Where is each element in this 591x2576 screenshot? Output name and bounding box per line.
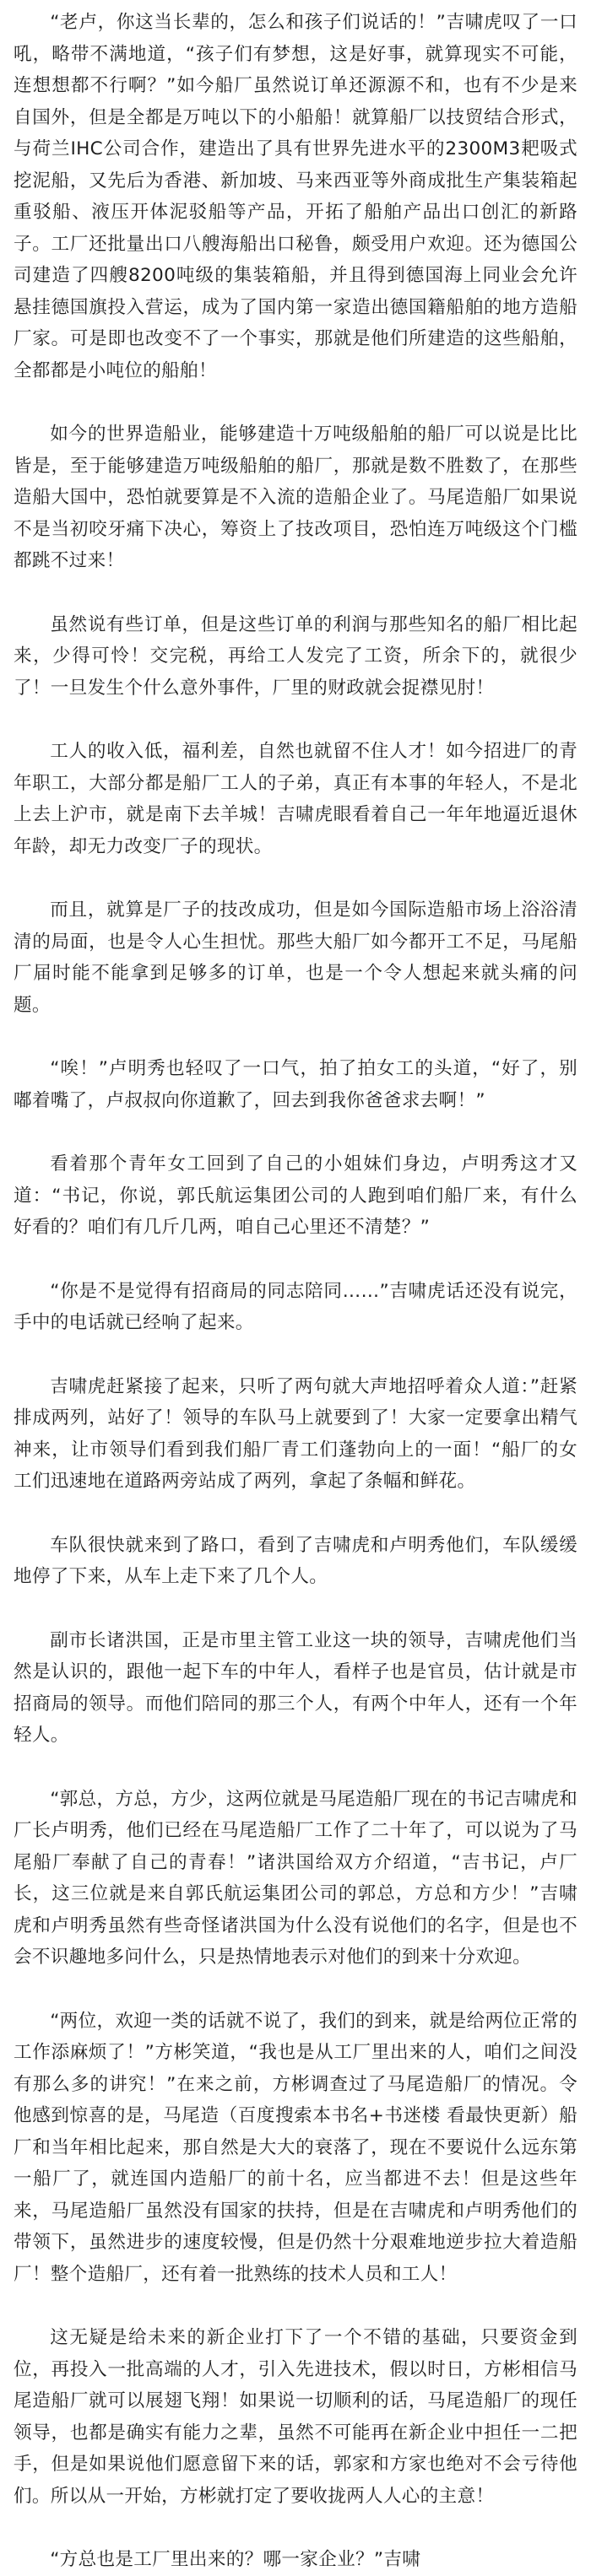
paragraph-6: “唉！”卢明秀也轻叹了一口气，拍了拍女工的头道，“好了，别嘟着嘴了，卢叔叔向你道歉了，回去到我你爸爸求去啊！” [14,1058,577,1111]
paragraph-2: 如今的世界造船业，能够建造十万吨级船舶的船厂可以说是比比皆是，至于能够建造万吨级船舶的船厂，那就是数不胜数了，在那些造船大国中，恐怕就要算是不入流的造船企业了。马尾造船厂如果说不是当初咬牙痛下决心，筹资上了技改项目，恐怕连万吨级这个门槛都跳不过来！ [14,424,577,571]
paragraph-11: 副市长诸洪国，正是市里主管工业这一块的领导，吉啸虎他们当然是认识的，跟他一起下车的中年人，看样子也是官员，估计就是市招商局的领导。而他们陪同的那三个人，有两个中年人，还有一个年轻人。 [14,1629,577,1746]
paragraph-15: “方总也是工厂里出来的？哪一家企业？”吉啸 [50,2549,421,2570]
paragraph-10: 车队很快就来到了路口，看到了吉啸虎和卢明秀他们，车队缓缓地停了下来，从车上走下来了几个人。 [14,1534,577,1587]
paragraph-4: 工人的收入低，福利差，自然也就留不住人才！如今招进厂的青年职工，大部分都是船厂工人的子弟，真正有本事的年轻人，不是北上去上沪市，就是南下去羊城！吉啸虎眼看着自己一年年地逼近退休年龄，却无力改变厂子的现状。 [14,741,577,857]
paragraph-7: 看着那个青年女工回到了自己的小姐妹们身边，卢明秀这才又道：“书记，你说，郭氏航运集团公司的人跑到咱们船厂来，有什么好看的？咱们有几斤几两，咱自己心里还不清楚？” [14,1153,577,1238]
paragraph-12: “郭总，方总，方少，这两位就是马尾造船厂现在的书记吉啸虎和厂长卢明秀，他们已经在马尾造船厂工作了二十年了，可以说为了马尾船厂奉献了自己的青春！”诸洪国给双方介绍道，“吉书记，卢厂长，这三位就是来自郭氏航运集团公司的郭总，方总和方少！”吉啸虎和卢明秀虽然有些奇怪诸洪国为什么没有说他们的名字，但是也不会不识趣地多问什么，只是热情地表示对他们的到来十分欢迎。 [14,1788,577,1968]
paragraph-3: 虽然说有些订单，但是这些订单的利润与那些知名的船厂相比起来，少得可怜！交完税，再给工人发完了工资，所余下的，就很少了！一旦发生个什么意外事件，厂里的财政就会捉襟见肘！ [14,613,577,699]
paragraph-1: “老卢，你这当长辈的，怎么和孩子们说话的！”吉啸虎叹了一口吼，略带不满地道，“孩子们有梦想，这是好事，就算现实不可能，连想想都不行啊？”如今船厂虽然说订单还源源不和，也有不少是来自国外，但是全都是万吨以下的小船船！就算船厂以技贸结合形式，与荷兰IHC公司合作，建造出了具有世界先进水平的2300M3耙吸式挖泥船，又先后为香港、新加坡、马来西亚等外商成批生产集装箱起重驳船、液压开体泥驳船等产品，开拓了船舶产品出口创汇的新路子。工厂还批量出口八艘海船出口秘鲁，颇受用户欢迎。还为德国公司建造了四艘8200吨级的集装箱船，并且得到德国海上同业会允许悬挂德国旗投入营运，成为了国内第一家造出德国籍船舶的地方造船厂家。可是即也改变不了一个事实，那就是他们所建造的这些船舶，全都都是小吨位的船舶！ [14,12,577,381]
paragraph-5: 而且，就算是厂子的技改成功，但是如今国际造船市场上浴浴清清的局面，也是令人心生担忧。那些大船厂如今都开工不足，马尾船厂届时能不能拿到足够多的订单，也是一个令人想起来就头痛的问题。 [14,899,577,1016]
paragraph-14: 这无疑是给未来的新企业打下了一个不错的基础，只要资金到位，再投入一批高端的人才，引入先进技术，假以时日，方彬相信马尾造船厂就可以展翅飞翔！如果说一切顺利的话，马尾造船厂的现任领导，也都是确实有能力之辈，虽然不可能再在新企业中担任一二把手，但是如果说他们愿意留下来的话，郭家和方家也绝对不会亏待他们。所以从一开始，方彬就打定了要收拢两人人心的主意！ [14,2327,577,2507]
paragraph-9: 吉啸虎赶紧接了起来，只听了两句就大声地招呼着众人道：”赶紧排成两列，站好了！领导的车队马上就要到了！大家一定要拿出精气神来，让市领导们看到我们船厂青工们蓬勃向上的一面！“船厂的女工们迅速地在道路两旁站成了两列，拿起了条幅和鲜花。 [14,1375,577,1492]
paragraph-13: “两位，欢迎一类的话就不说了，我们的到来，就是给两位正常的工作添麻烦了！”方彬笑道，“我也是从工厂里出来的人，咱们之间没有那么多的讲究！”在来之前，方彬调查过了马尾造船厂的情况。令他感到惊喜的是，马尾造（百度搜索本书名+书迷楼 看最快更新）船厂和当年相比起来，那自然是大大的衰落了，现在不要说什么远东第一船厂了，就连国内造船厂的前十名，应当都进不去！但是这些年来，马尾造船厂虽然没有国家的扶持，但是在吉啸虎和卢明秀他们的带领下，虽然进步的速度较慢，但是仍然十分艰难地逆步拉大着造船厂！整个造船厂，还有着一批熟练的技术人员和工人！ [14,2010,577,2285]
paragraph-8: “你是不是觉得有招商局的同志陪同……”吉啸虎话还没有说完，手中的电话就已经响了起来。 [14,1280,577,1333]
